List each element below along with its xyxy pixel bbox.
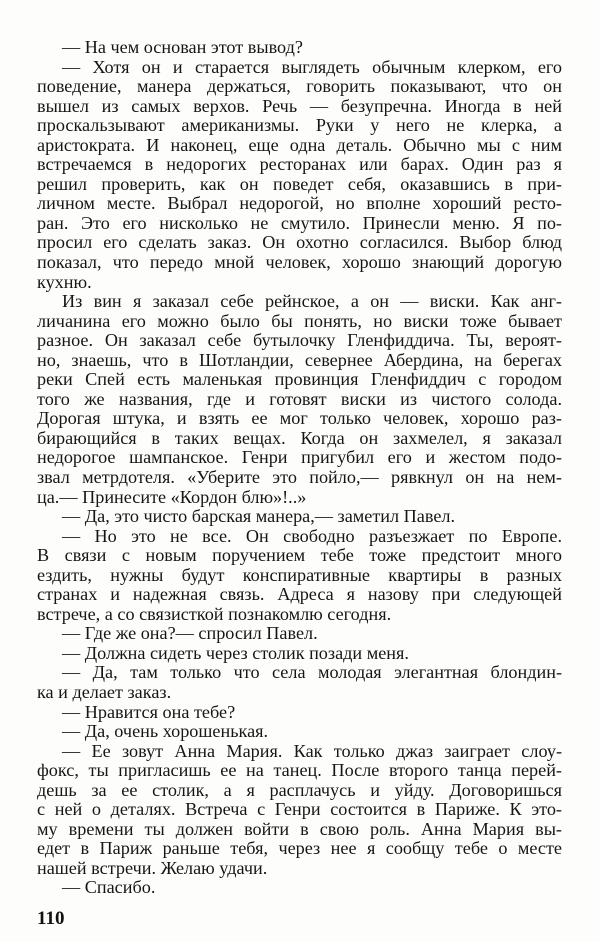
- text-line: решил проверить, как он поведет себя, оказавшись в при-: [37, 173, 562, 194]
- text-line: личном месте. Выбрал недорогой, но вполне хороший ресто-: [37, 193, 562, 214]
- text-line: с ней о деталях. Встреча с Генри состоится в Париже. К это-: [37, 799, 562, 820]
- text-line: — Да, там только что села молодая элегантная блондин-: [62, 662, 562, 683]
- text-line: просил его сделать заказ. Он охотно согласился. Выбор блюд: [37, 232, 562, 253]
- text-line: му времени ты должен войти в свою роль. Анна Мария вы-: [37, 818, 562, 839]
- text-line: недорогое шампанское. Генри пригубил его и жестом подо-: [37, 447, 562, 468]
- text-line: — На чем основан этот вывод?: [62, 37, 303, 57]
- text-line: бирающийся в таких вещах. Когда он захмелел, я заказал: [37, 427, 562, 448]
- text-line: ездить, нужны будут конспиративные квартиры в разных: [37, 564, 562, 585]
- text-line: Из вин я заказал себе рейнское, а он — виски. Как анг-: [62, 291, 562, 312]
- text-line: но, знаешь, что в Шотландии, севернее Абердина, на берегах: [37, 349, 562, 370]
- text-line: того же названия, где и готовят виски из чистого солода.: [37, 388, 562, 409]
- text-line: — Нравится она тебе?: [62, 701, 236, 722]
- text-line: аристократа. И наконец, еще одна деталь. Обычно мы с ним: [37, 134, 562, 155]
- text-line: — Но это не все. Он свободно разъезжает по Европе.: [62, 525, 562, 546]
- text-line: — Хотя он и старается выглядеть обычным клерком, его: [62, 56, 562, 77]
- text-line: дешь за ее столик, а я расплачусь и уйду. Договоришься: [37, 779, 562, 800]
- text-line: — Спасибо.: [62, 877, 156, 898]
- text-line: личанина его можно было бы понять, но виски тоже бывает: [37, 310, 562, 331]
- text-line: ца.— Принесите «Кордон блю»!..»: [37, 486, 307, 507]
- text-line: — Где же она?— спросил Павел.: [62, 623, 318, 644]
- text-line: проскальзывают американизмы. Руки у него не клерка, а: [37, 115, 562, 136]
- text-line: звал метрдотеля. «Уберите это пойло,— рявкнул он на нем-: [37, 467, 562, 487]
- text-line: вышел из самых верхов. Речь — безупречна. Иногда в ней: [37, 95, 562, 116]
- text-line: встрече, а со связисткой познакомлю сегодня.: [37, 603, 392, 624]
- text-line: фокс, ты пригласишь ее на танец. После второго танца перей-: [37, 760, 562, 781]
- text-line: едет в Париж раньше тебя, через нее я сообщу тебе о месте: [37, 838, 562, 859]
- text-line: кухню.: [37, 271, 92, 292]
- text-line: Дорогая штука, и взять ее мог только человек, хорошо раз-: [37, 408, 562, 429]
- text-line: странах и надежная связь. Адреса я назову при следующей: [37, 584, 562, 605]
- text-line: разное. Он заказал себе бутылочку Гленфиддича. Ты, вероят-: [37, 330, 562, 351]
- text-line: реки Спей есть маленькая провинция Гленфиддич с городом: [37, 369, 562, 390]
- text-line: — Да, это чисто барская манера,— заметил Павел.: [62, 506, 456, 527]
- text-line: показал, что передо мной человек, хорошо знающий дорогую: [37, 252, 562, 272]
- text-line: ка и делает заказ.: [37, 682, 172, 702]
- text-line: — Должна сидеть через столик позади меня.: [62, 642, 409, 663]
- text-line: — Ее зовут Анна Мария. Как только джаз заиграет слоу-: [62, 740, 562, 761]
- text-line: нашей встречи. Желаю удачи.: [37, 857, 268, 878]
- text-line: поведение, манера держаться, говорить показывают, что он: [37, 76, 562, 97]
- text-line: ран. Это его нисколько не смутило. Принесли меню. Я по-: [37, 212, 562, 233]
- text-line: В связи с новым поручением тебе тоже предстоит много: [37, 545, 562, 566]
- page-number: 110: [37, 908, 65, 929]
- text-line: — Да, очень хорошенькая.: [62, 721, 269, 742]
- text-line: встречаемся в недорогих ресторанах или барах. Один раз я: [37, 154, 562, 175]
